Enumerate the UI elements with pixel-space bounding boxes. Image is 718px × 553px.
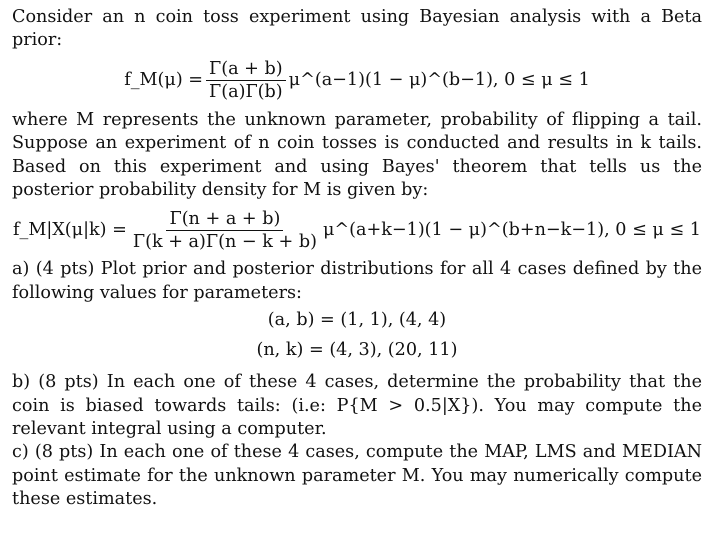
document-page bbox=[12, 6, 702, 512]
posterior-tail: μ^(a+k−1)(1 − μ)^(b+n−k−1), 0 ≤ μ ≤ 1 bbox=[322, 219, 701, 240]
part-a-text: a) (4 pts) Plot prior and posterior distributions for all 4 cases defined by the following values for parameters: bbox=[12, 259, 702, 303]
prior-lhs: f_M(μ) = bbox=[124, 70, 204, 91]
intro-text: Consider an n coin toss experiment using Bayesian analysis with a Beta prior: bbox=[12, 7, 702, 51]
part-b-text: b) (8 pts) In each one of these 4 cases, determine the probability that the coin is biased towards tails: (i.e: P{M > 0.5|X}). You may compute the relevant integral using a computer. bbox=[12, 372, 702, 440]
description-text: where M represents the unknown parameter, probability of flipping a tail. Suppose an experiment of n coin tosses is conducted and results in k tails. Based on this experiment and using Bayes' theorem that tells us the posterior probability density for M is given by: bbox=[12, 109, 702, 201]
posterior-equation bbox=[12, 202, 702, 258]
prior-tail: μ^(a−1)(1 − μ)^(b−1), 0 ≤ μ ≤ 1 bbox=[288, 70, 590, 91]
posterior-denominator: Γ(k + a)Γ(n − k + b) bbox=[132, 231, 317, 252]
params-ab-line: (a, b) = (1, 1), (4, 4) bbox=[267, 310, 447, 331]
prior-fraction bbox=[206, 59, 286, 102]
prior-equation bbox=[12, 53, 702, 109]
params-nk-line: (n, k) = (4, 3), (20, 11) bbox=[256, 340, 458, 361]
posterior-lhs: f_M|X(μ|k) = bbox=[13, 219, 127, 240]
prior-numerator: Γ(a + b) bbox=[206, 59, 286, 81]
posterior-fraction bbox=[130, 209, 320, 252]
part-c-text: c) (8 pts) In each one of these 4 cases, compute the MAP, LMS and MEDIAN point estimate for the unknown parameter M. You may numerically compute these estimates. bbox=[12, 442, 702, 510]
posterior-numerator: Γ(n + a + b) bbox=[166, 209, 283, 231]
prior-denominator: Γ(a)Γ(b) bbox=[209, 82, 283, 103]
